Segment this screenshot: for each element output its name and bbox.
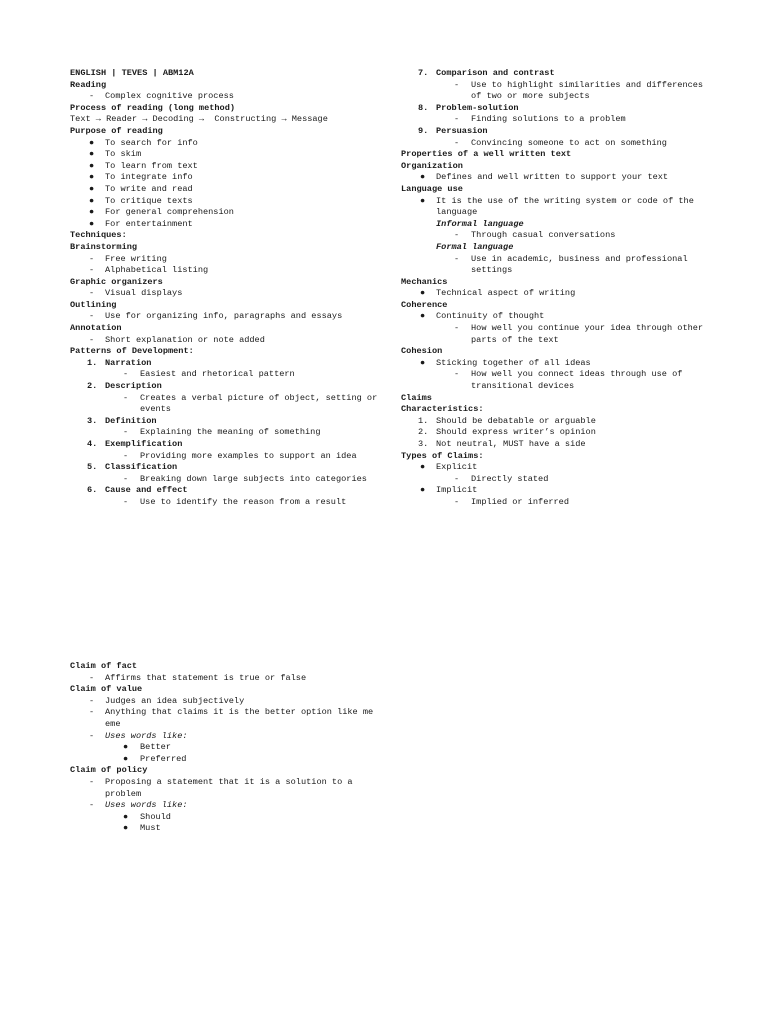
line-text: Graphic organizers (70, 276, 163, 287)
line-text: To skim (105, 149, 142, 160)
number-marker: 1. (87, 357, 98, 368)
bullet-marker: ● (89, 137, 95, 148)
line-text: Not neutral, MUST have a side (436, 439, 586, 449)
line-text: Creates a verbal picture of object, setting or events (140, 392, 383, 415)
line-text: Use in academic, business and professional settings (471, 253, 693, 276)
list-item-to-search-for-info (70, 138, 390, 150)
line-text: Classification (105, 462, 178, 473)
heading-reading (70, 80, 390, 92)
dash-marker: - (89, 672, 95, 683)
line-text: Types of Claims: (401, 450, 484, 461)
bullet-marker: ● (420, 485, 426, 496)
heading-annotation (70, 323, 390, 335)
line-text: Use for organizing info, paragraphs and essays (105, 311, 343, 322)
number-marker: 3. (87, 415, 98, 426)
dash-marker: - (89, 311, 95, 322)
number-marker: 2. (418, 427, 429, 438)
list-item-comparison-and-contrast (401, 68, 711, 80)
list-item-should (70, 812, 390, 824)
heading-techniques (70, 230, 390, 242)
line-text: Proposing a statement that it is a solution to a problem (105, 776, 358, 799)
heading-outlining (70, 300, 390, 312)
number-marker: 2. (87, 381, 98, 392)
line-text: Defines and well written to support your text (436, 172, 669, 183)
number-marker: 1. (418, 415, 429, 426)
list-item-use-for-organizing-info-paragraphs-and-e (70, 311, 390, 323)
heading-patterns-of-development (70, 346, 390, 358)
list-item-must (70, 823, 390, 835)
list-item-to-write-and-read (70, 184, 390, 196)
line-text: To write and read (105, 183, 193, 194)
heading-cohesion (401, 346, 711, 358)
list-item-how-well-you-continue-your-idea-through- (401, 323, 711, 346)
line-text: For entertainment (105, 218, 193, 229)
line-text: To search for info (105, 137, 198, 148)
line-text: Comparison and contrast (436, 68, 555, 78)
dash-marker: - (454, 114, 460, 125)
dash-marker: - (454, 323, 460, 334)
line-text: Breaking down large subjects into categories (140, 473, 367, 484)
list-item-how-well-you-connect-ideas-through-use-o (401, 369, 711, 392)
dash-marker: - (454, 253, 460, 264)
line-text: Claims (401, 392, 432, 403)
bullet-marker: ● (420, 288, 426, 299)
line-text: Free writing (105, 253, 167, 264)
dash-marker: - (89, 91, 95, 102)
list-item-short-explanation-or-note-added (70, 335, 390, 347)
line-text: Formal language (436, 241, 514, 252)
list-item-finding-solutions-to-a-problem (401, 114, 711, 126)
list-item-better (70, 742, 390, 754)
list-item-for-entertainment (70, 219, 390, 231)
line-text: Purpose of reading (70, 125, 163, 136)
line-text: Directly stated (471, 473, 549, 484)
heading-claim-of-fact (70, 661, 390, 673)
line-text: Annotation (70, 323, 122, 334)
line-text: To integrate info (105, 172, 193, 183)
list-item-use-in-academic-business-and-professiona (401, 254, 711, 277)
dash-marker: - (454, 473, 460, 484)
line-text: It is the use of the writing system or code of the language (436, 195, 700, 218)
heading-formal-language (401, 242, 711, 254)
line-text: Anything that claims it is the better option like me eme (105, 707, 379, 729)
dash-marker: - (89, 730, 95, 741)
line-text: To learn from text (105, 160, 198, 171)
line-text: Reading (70, 79, 107, 90)
line-text: Better (140, 742, 171, 753)
heading-language-use (401, 184, 711, 196)
line-text: Providing more examples to support an idea (140, 450, 357, 461)
list-item-affirms-that-statement-is-true-or-false (70, 673, 390, 685)
line-text: Claim of fact (70, 661, 138, 671)
list-item-through-casual-conversations (401, 230, 711, 242)
list-item-narration (70, 358, 390, 370)
dash-marker: - (89, 265, 95, 276)
bullet-marker: ● (123, 753, 129, 764)
bullet-marker: ● (420, 172, 426, 183)
list-item-directly-stated (401, 474, 711, 486)
line-text: Sticking together of all ideas (436, 357, 591, 368)
line-text: Narration (105, 357, 152, 368)
heading-claims (401, 393, 711, 405)
heading-organization (401, 161, 711, 173)
line-text: Should (140, 811, 171, 822)
line-text: Affirms that statement is true or false (105, 672, 307, 683)
list-item-uses-words-like (70, 800, 390, 812)
dash-marker: - (89, 800, 95, 811)
list-item-definition (70, 416, 390, 428)
line-text: Complex cognitive process (105, 91, 234, 102)
heading-claim-of-value (70, 684, 390, 696)
bullet-marker: ● (89, 183, 95, 194)
list-item-free-writing (70, 254, 390, 266)
line-text: Claim of policy (70, 765, 148, 776)
list-item-continuity-of-thought (401, 311, 711, 323)
line-text: Patterns of Development: (70, 346, 194, 357)
list-item-exemplification (70, 439, 390, 451)
list-item-explaining-the-meaning-of-something (70, 427, 390, 439)
line-text: Explaining the meaning of something (140, 427, 321, 438)
dash-marker: - (454, 496, 460, 507)
heading-claim-of-policy (70, 765, 390, 777)
list-item-classification (70, 462, 390, 474)
number-marker: 4. (87, 439, 98, 449)
line-text: Exemplification (105, 439, 183, 449)
line-text: Continuity of thought (436, 311, 545, 322)
list-item-to-learn-from-text (70, 161, 390, 173)
dash-marker: - (89, 776, 95, 787)
dash-marker: - (89, 334, 95, 345)
line-text: Cohesion (401, 346, 443, 357)
heading-purpose-of-reading (70, 126, 390, 138)
heading-coherence (401, 300, 711, 312)
list-item-technical-aspect-of-writing (401, 288, 711, 300)
list-item-should-be-debatable-or-arguable (401, 416, 711, 428)
line-text: Technical aspect of writing (436, 288, 576, 299)
bullet-marker: ● (123, 811, 129, 822)
heading-mechanics (401, 277, 711, 289)
bullet-marker: ● (420, 357, 426, 368)
bullet-marker: ● (89, 207, 95, 218)
list-item-complex-cognitive-process (70, 91, 390, 103)
line-text: Explicit (436, 462, 478, 473)
list-item-problem-solution (401, 103, 711, 115)
bullet-marker: ● (89, 149, 95, 160)
dash-marker: - (454, 79, 460, 90)
number-marker: 6. (87, 485, 98, 496)
heading-brainstorming (70, 242, 390, 254)
number-marker: 9. (418, 125, 429, 136)
line-text: Properties of a well written text (401, 149, 572, 160)
list-item-sticking-together-of-all-ideas (401, 358, 711, 370)
list-item-visual-displays (70, 288, 390, 300)
bullet-marker: ● (89, 160, 95, 171)
list-item-breaking-down-large-subjects-into-catego (70, 474, 390, 486)
heading-characteristics (401, 404, 711, 416)
line-text: Use to highlight similarities and differences of two or more subjects (471, 79, 709, 102)
dash-marker: - (123, 496, 129, 507)
dash-marker: - (123, 473, 129, 484)
number-marker: 8. (418, 102, 429, 113)
dash-marker: - (454, 230, 460, 241)
list-item-judges-an-idea-subjectively (70, 696, 390, 708)
line-text: Use to identify the reason from a result (140, 496, 347, 507)
line-text: Finding solutions to a problem (471, 114, 626, 125)
line-text: Visual displays (105, 288, 183, 299)
line-text: Language use (401, 183, 463, 194)
bullet-marker: ● (123, 823, 129, 834)
dash-marker: - (89, 288, 95, 299)
line-text: Problem-solution (436, 102, 519, 113)
line-text: Easiest and rhetorical pattern (140, 369, 295, 380)
list-item-persuasion (401, 126, 711, 138)
list-item-should-express-writer-s-opinion (401, 427, 711, 439)
line-text: To critique texts (105, 195, 193, 206)
bullet-marker: ● (420, 462, 426, 473)
line-text: Outlining (70, 299, 117, 310)
list-item-text-reader-decoding-constructing-messag (70, 114, 390, 126)
dash-marker: - (123, 392, 129, 403)
heading-types-of-claims (401, 451, 711, 463)
line-text: Description (105, 381, 162, 392)
line-text: Uses words like: (105, 800, 188, 811)
list-item-convincing-someone-to-act-on-something (401, 138, 711, 150)
bullet-marker: ● (89, 195, 95, 206)
dash-marker: - (454, 369, 460, 380)
line-text: Must (140, 823, 161, 834)
line-text: Should be debatable or arguable (436, 415, 596, 426)
line-text: Definition (105, 415, 157, 426)
heading-graphic-organizers (70, 277, 390, 289)
list-item-providing-more-examples-to-support-an-id (70, 451, 390, 463)
dash-marker: - (123, 369, 129, 380)
list-item-it-is-the-use-of-the-writing-system-or-c (401, 196, 711, 219)
line-text: Brainstorming (70, 241, 138, 252)
right-column (401, 68, 711, 509)
left-column (70, 68, 390, 509)
list-item-not-neutral-must-have-a-side (401, 439, 711, 451)
bullet-marker: ● (89, 218, 95, 229)
number-marker: 3. (418, 439, 429, 449)
list-item-implicit (401, 485, 711, 497)
heading-informal-language (401, 219, 711, 231)
list-item-explicit (401, 462, 711, 474)
dash-marker: - (123, 427, 129, 438)
line-text: Short explanation or note added (105, 334, 265, 345)
line-text: Implied or inferred (471, 496, 569, 507)
list-item-to-integrate-info (70, 172, 390, 184)
line-text: Judges an idea subjectively (105, 695, 245, 706)
line-text: Uses words like: (105, 730, 188, 741)
list-item-for-general-comprehension (70, 207, 390, 219)
line-text: Coherence (401, 299, 448, 310)
list-item-cause-and-effect (70, 485, 390, 497)
list-item-to-skim (70, 149, 390, 161)
line-text: Through casual conversations (471, 230, 616, 241)
bullet-marker: ● (123, 742, 129, 753)
bullet-marker: ● (420, 311, 426, 322)
line-text: Implicit (436, 485, 478, 496)
list-item-use-to-highlight-similarities-and-differ (401, 80, 711, 103)
line-text: Alphabetical listing (105, 265, 209, 276)
line-text: Persuasion (436, 125, 488, 136)
list-item-creates-a-verbal-picture-of-object-setti (70, 393, 390, 416)
list-item-anything-that-claims-it-is-the-better-op (70, 707, 390, 730)
bullet-marker: ● (89, 172, 95, 183)
line-text: Preferred (140, 753, 187, 764)
heading-english-teves-abm12a (70, 68, 390, 80)
line-text: Techniques: (70, 230, 127, 241)
line-text: Text → Reader → Decoding → Constructing → Message (70, 114, 328, 125)
list-item-description (70, 381, 390, 393)
line-text: ENGLISH | TEVES | ABM12A (70, 68, 194, 78)
line-text: How well you connect ideas through use of transitional devices (471, 369, 688, 392)
dash-marker: - (89, 707, 95, 718)
number-marker: 7. (418, 68, 429, 78)
line-text: Informal language (436, 218, 524, 229)
list-item-implied-or-inferred (401, 497, 711, 509)
bottom-section (70, 661, 390, 835)
line-text: Claim of value (70, 684, 143, 695)
number-marker: 5. (87, 462, 98, 473)
line-text: How well you continue your idea through other parts of the text (471, 323, 709, 345)
list-item-uses-words-like (70, 731, 390, 743)
heading-properties-of-a-well-written-text (401, 149, 711, 161)
line-text: Organization (401, 160, 463, 171)
line-text: Process of reading (long method) (70, 102, 236, 113)
line-text: Should express writer’s opinion (436, 427, 596, 438)
dash-marker: - (89, 695, 95, 706)
list-item-use-to-identify-the-reason-from-a-result (70, 497, 390, 509)
dash-marker: - (454, 137, 460, 148)
dash-marker: - (89, 253, 95, 264)
list-item-to-critique-texts (70, 196, 390, 208)
line-text: Convincing someone to act on something (471, 137, 667, 148)
list-item-defines-and-well-written-to-support-your (401, 172, 711, 184)
line-text: Characteristics: (401, 404, 484, 415)
list-item-proposing-a-statement-that-it-is-a-solut (70, 777, 390, 800)
list-item-preferred (70, 754, 390, 766)
line-text: For general comprehension (105, 207, 234, 218)
line-text: Mechanics (401, 276, 448, 287)
heading-process-of-reading-long-method (70, 103, 390, 115)
dash-marker: - (123, 450, 129, 461)
line-text: Cause and effect (105, 485, 188, 496)
list-item-alphabetical-listing (70, 265, 390, 277)
bullet-marker: ● (420, 195, 426, 206)
list-item-easiest-and-rhetorical-pattern (70, 369, 390, 381)
